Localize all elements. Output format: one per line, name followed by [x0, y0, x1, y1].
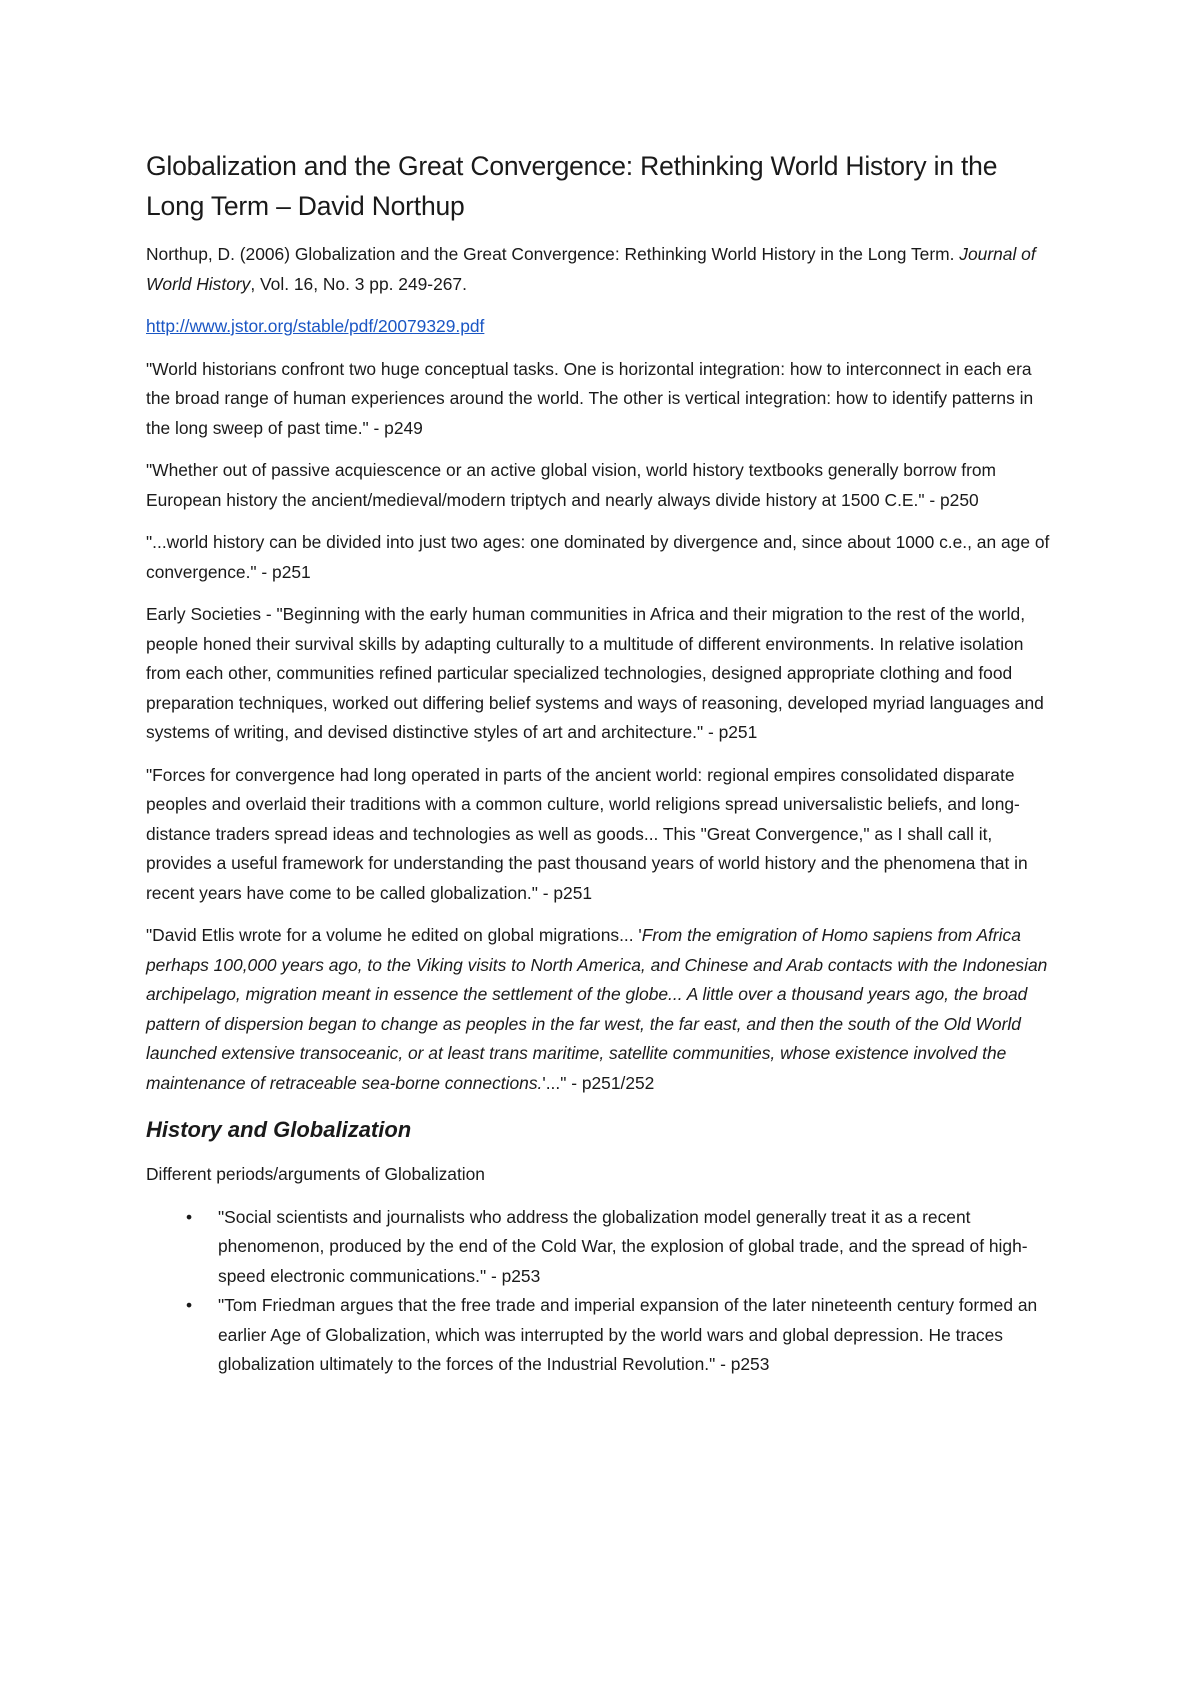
- bullet-icon: •: [186, 1206, 193, 1227]
- section-heading: History and Globalization: [146, 1117, 412, 1142]
- source-link[interactable]: http://www.jstor.org/stable/pdf/20079329.pdf: [146, 316, 485, 336]
- quote-paragraph: "Whether out of passive acquiescence or an active global vision, world history textbooks generally borrow from European history the ancient/medieval/modern triptych and nearly always divide history at 1500 C.E." - p250: [146, 460, 997, 510]
- list-item-text: "Social scientists and journalists who address the globalization model generally treat it as a recent phenomenon, produced by the end of the Cold War, the explosion of global trade, and the spread of high-speed electronic communications." - p253: [218, 1206, 1028, 1286]
- quote-paragraph: Early Societies - "Beginning with the early human communities in Africa and their migration to the rest of the world, people honed their survival skills by adapting culturally to a multitude of different environments. In relative isolation from each other, communities refined particular specialized technologies, designed appropriate clothing and food preparation techniques, worked out differing belief systems and ways of reasoning, developed myriad languages and systems of writing, and devised distinctive styles of art and architecture." - p251: [146, 604, 1044, 742]
- quote-paragraph: "...world history can be divided into just two ages: one dominated by divergence and, since about 1000 c.e., an age of convergence." - p251: [146, 532, 1050, 582]
- bullet-icon: •: [186, 1295, 193, 1315]
- quote-paragraph: "Forces for convergence had long operated in parts of the ancient world: regional empires consolidated disparate peoples and overlaid their traditions with a common culture, world religions spread universalistic beliefs, and long-distance traders spread ideas and technologies as well as goods... This "Great Convergence," as I shall call it, provides a useful framework for understanding the past thousand years of world history and the phenomena that in recent years have come to be called globalization." - p251: [146, 764, 1028, 903]
- etlis-italic-quote: From the emigration of Homo sapiens from Africa perhaps 100,000 years ago, to the Viking visits to North America, and Chinese and Arab contacts with the Indonesian archipelago, migration meant in essence the settlement of the globe... A little over a thousand years ago, the broad pattern of dispersion began to change as peoples in the far west, the far east, and then the south of the Old World launched extensive transoceanic, or at least trans maritime, satellite communities, whose existence involved the maintenance of retraceable sea-borne connections.: [146, 925, 1048, 1093]
- quote-paragraph: "World historians confront two huge conceptual tasks. One is horizontal integration: how to interconnect in each era the broad range of human experiences around the world. The other is vertical integration: how to identify patterns in the long sweep of past time." - p249: [146, 358, 1034, 438]
- list-item: [186, 1291, 1060, 1380]
- section-intro: Different periods/arguments of Globalization: [146, 1164, 485, 1184]
- list-item: [186, 1203, 1060, 1292]
- etlis-quote-paragraph: [146, 921, 1060, 1098]
- document-title: Globalization and the Great Convergence: Rethinking World History in the Long Term – David Northup: [146, 151, 998, 221]
- bullet-list: [146, 1203, 1060, 1380]
- list-item-text: "Tom Friedman argues that the free trade and imperial expansion of the later nineteenth century formed an earlier Age of Globalization, which was interrupted by the world wars and global depression. He traces globalization ultimately to the forces of the Industrial Revolution." - p253: [218, 1295, 1038, 1374]
- etlis-suffix: '..." - p251/252: [542, 1072, 655, 1093]
- source-link-paragraph: [146, 312, 1060, 342]
- citation-suffix: , Vol. 16, No. 3 pp. 249-267.: [250, 273, 467, 294]
- citation-prefix: Northup, D. (2006) Globalization and the Great Convergence: Rethinking World History in the Long Term.: [146, 244, 960, 264]
- etlis-prefix: "David Etlis wrote for a volume he edited on global migrations... ': [146, 925, 642, 945]
- citation-journal: Journal of World History: [146, 244, 1036, 294]
- citation: [146, 240, 1060, 299]
